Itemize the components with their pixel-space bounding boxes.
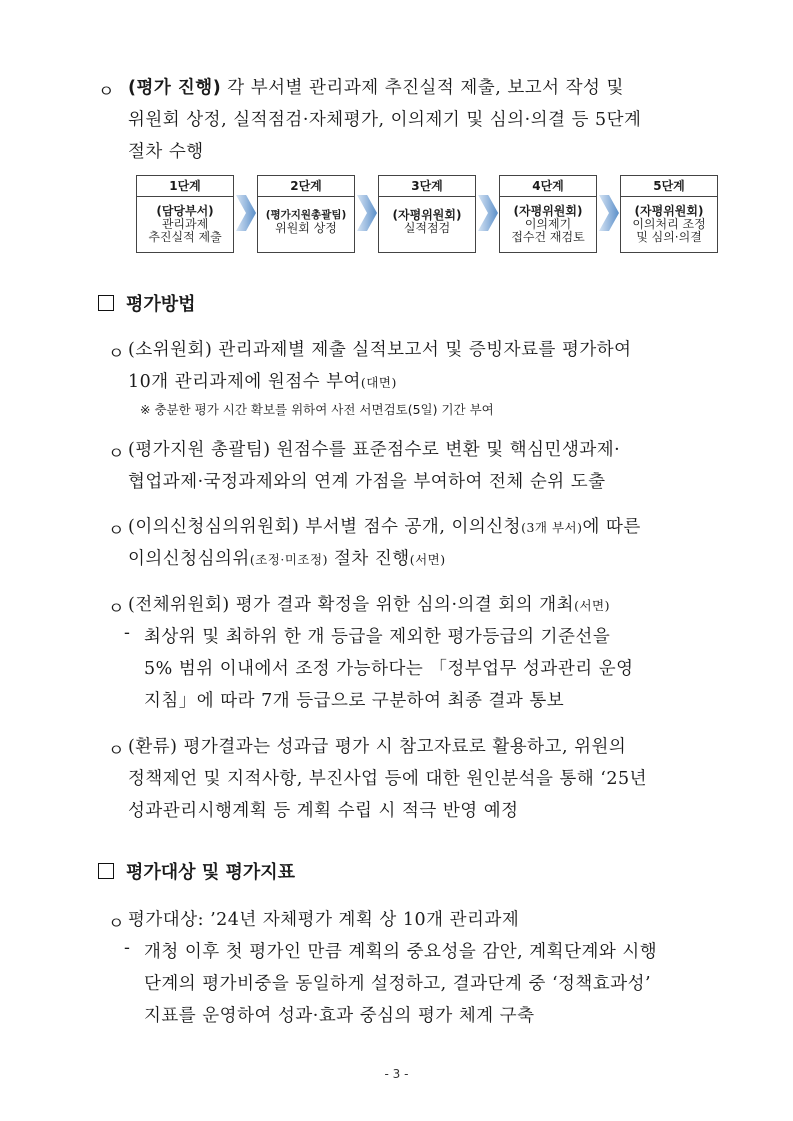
arrow-icon [357, 193, 377, 233]
method-item-2-line-2: 협업과제·국정과제와의 연계 가점을 부여하여 전체 순위 도출 [128, 472, 606, 492]
method-item-2-line-1: (평가지원 총괄팀) 원점수를 표준점수로 변환 및 핵심민생과제· [128, 440, 621, 460]
step-desc: 관리과제 [161, 217, 209, 231]
method-item-4-sub-2: 5% 범위 이내에서 조정 가능하다는 「정부업무 성과관리 운영 [144, 659, 634, 679]
text: 10개 관리과제에 원점수 부여 [128, 372, 361, 392]
checkbox-square-icon [98, 863, 114, 879]
method-item-1-line-1: (소위원회) 관리과제별 제출 실적보고서 및 증빙자료를 평가하여 [128, 340, 632, 360]
step-title: 1단계 [137, 176, 233, 197]
method-item-4-sub-1: 최상위 및 최하위 한 개 등급을 제외한 평가등급의 기준선을 [144, 627, 611, 647]
step-owner: (자평위원회) [634, 204, 704, 218]
step-desc: 이의처리 조정 [632, 217, 706, 231]
method-item-4-sub-3: 지침」에 따라 7개 등급으로 구분하여 최종 결과 통보 [144, 691, 565, 711]
intro-line-2: 위원회 상정, 실적점검·자체평가, 이의제기 및 심의·의결 등 5단계 [128, 110, 642, 130]
intro-line-1 [128, 74, 624, 99]
step-desc: 추진실적 제출 [148, 230, 222, 244]
text: (전체위원회) 평가 결과 확정을 위한 심의·의결 회의 개최 [128, 595, 575, 615]
dash-mark: - [124, 623, 131, 643]
method-note: ※ 충분한 평가 시간 확보를 위하여 사전 서면검토(5일) 기간 부여 [140, 402, 494, 417]
text: 에 따른 [582, 517, 641, 537]
bullet-mark: ㅇ [108, 444, 125, 464]
step-owner: (담당부서) [156, 204, 214, 218]
text: (이의신청심의위원회) 부서별 점수 공개, 이의신청 [128, 517, 522, 537]
section-heading [98, 290, 196, 316]
step-1 [136, 175, 234, 253]
bullet-mark: ㅇ [98, 82, 115, 102]
text: 이의신청심의위 [128, 549, 250, 569]
step-desc: 접수건 재검토 [511, 230, 585, 244]
step-title: 2단계 [258, 176, 354, 197]
bullet-mark: ㅇ [108, 914, 125, 934]
intro-label: (평가 진행) [128, 78, 222, 98]
text-small: (대면) [360, 375, 397, 390]
target-sub-1: 개청 이후 첫 평가인 만큼 계획의 중요성을 감안, 계획단계와 시행 [144, 942, 658, 962]
bullet-mark: ㅇ [108, 599, 125, 619]
step-owner: (자평위원회) [513, 204, 583, 218]
arrow-icon [599, 193, 619, 233]
step-3 [378, 175, 476, 253]
text-small: (조정·미조정) [249, 552, 328, 567]
step-2 [257, 175, 355, 253]
step-desc: 위원회 상정 [275, 221, 337, 235]
bullet-mark: ㅇ [108, 741, 125, 761]
dash-mark: - [124, 938, 131, 958]
method-item-5-line-1: (환류) 평가결과는 성과급 평가 시 참고자료로 활용하고, 위원의 [128, 737, 627, 757]
section-title: 평가대상 및 평가지표 [126, 862, 296, 883]
step-title: 5단계 [621, 176, 717, 197]
text-small: (3개 부서) [521, 520, 583, 535]
step-5 [620, 175, 718, 253]
step-title: 3단계 [379, 176, 475, 197]
step-owner: (평가지원총괄팀) [265, 209, 347, 221]
target-sub-3: 지표를 운영하여 성과·효과 중심의 평가 체계 구축 [144, 1006, 535, 1026]
text-small: (서면) [409, 552, 446, 567]
section-heading [98, 858, 295, 884]
method-item-3-line-1 [128, 513, 641, 538]
text-small: (서면) [574, 598, 610, 613]
method-item-4-line-1 [128, 591, 610, 616]
intro-line-3: 절차 수행 [128, 142, 204, 162]
step-4 [499, 175, 597, 253]
bullet-mark: ㅇ [108, 344, 125, 364]
section-title: 평가방법 [126, 294, 196, 315]
step-desc: 및 심의·의결 [636, 230, 702, 244]
step-owner: (자평위원회) [392, 208, 462, 222]
method-item-5-line-3: 성과관리시행계획 등 계획 수립 시 적극 반영 예정 [128, 801, 519, 821]
step-desc: 이의제기 [524, 217, 572, 231]
arrow-icon [478, 193, 498, 233]
arrow-icon [236, 193, 256, 233]
target-sub-2: 단계의 평가비중을 동일하게 설정하고, 결과단계 중 ‘정책효과성’ [144, 974, 652, 994]
page-number: - 3 - [384, 1067, 409, 1081]
method-item-3-line-2 [128, 545, 446, 570]
checkbox-square-icon [98, 295, 114, 311]
step-desc: 실적점검 [403, 221, 451, 235]
method-item-1-line-2 [128, 368, 397, 393]
method-item-5-line-2: 정책제언 및 지적사항, 부진사업 등에 대한 원인분석을 통해 ‘25년 [128, 769, 648, 789]
text: 절차 진행 [327, 549, 410, 569]
step-title: 4단계 [500, 176, 596, 197]
intro-line-1-text: 각 부서별 관리과제 추진실적 제출, 보고서 작성 및 [221, 78, 624, 98]
target-line-1: 평가대상: ’24년 자체평가 계획 상 10개 관리과제 [128, 910, 520, 930]
bullet-mark: ㅇ [108, 521, 125, 541]
